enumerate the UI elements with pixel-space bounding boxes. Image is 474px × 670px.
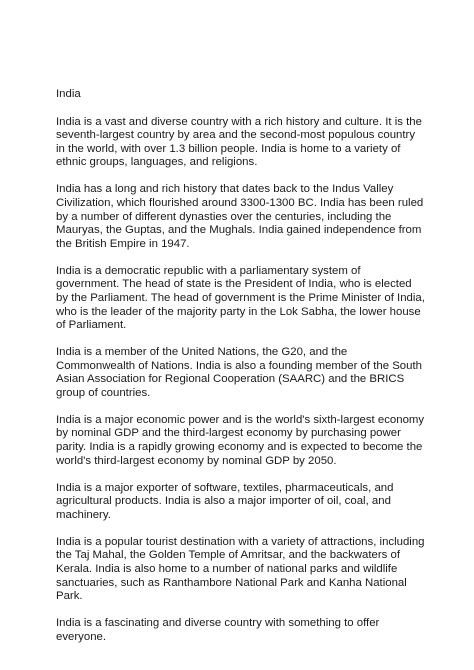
paragraph-tourism: India is a popular tourist destination with a variety of attractions, including the Taj Mahal, the Golden Temple of Amritsar, and the backwaters of Kerala. India is also home to a number of national parks and wildlife sanctuaries, such as Ranthambore National Park and Kanha National Park. (56, 535, 425, 603)
paragraph-overview: India is a vast and diverse country with a rich history and culture. It is the seventh-largest country by area and the second-most populous country in the world, with over 1.3 billion people. India is home to a variety of ethnic groups, languages, and religions. (56, 115, 422, 169)
paragraph-government: India is a democratic republic with a parliamentary system of government. The head of state is the President of India, who is elected by the Parliament. The head of government is the Prime Minister of India, who is the leader of the majority party in the Lok Sabha, the lower house of Parliament. (56, 264, 425, 332)
paragraph-economy: India is a major economic power and is the world's sixth-largest economy by nominal GDP and the third-largest economy by purchasing power parity. India is a rapidly growing economy and is expected to become the world's third-largest economy by nominal GDP by 2050. (56, 413, 425, 467)
paragraph-international: India is a member of the United Nations, the G20, and the Commonwealth of Nations. India is also a founding member of the South Asian Association for Regional Cooperation (SAARC) and the BRICS group of countries. (56, 346, 422, 399)
paragraph-trade: India is a major exporter of software, textiles, pharmaceuticals, and agricultural products. India is also a major importer of oil, coal, and machinery. (56, 481, 394, 521)
document-body (56, 88, 426, 658)
document-title: India (56, 88, 81, 100)
paragraph-conclusion: India is a fascinating and diverse country with something to offer everyone. (56, 617, 380, 643)
paragraph-history: India has a long and rich history that dates back to the Indus Valley Civilization, which flourished around 3300-1300 BC. India has been ruled by a number of different dynasties over the centuries, including the Mauryas, the Guptas, and the Mughals. India gained independence from the British Empire in 1947. (56, 183, 424, 250)
